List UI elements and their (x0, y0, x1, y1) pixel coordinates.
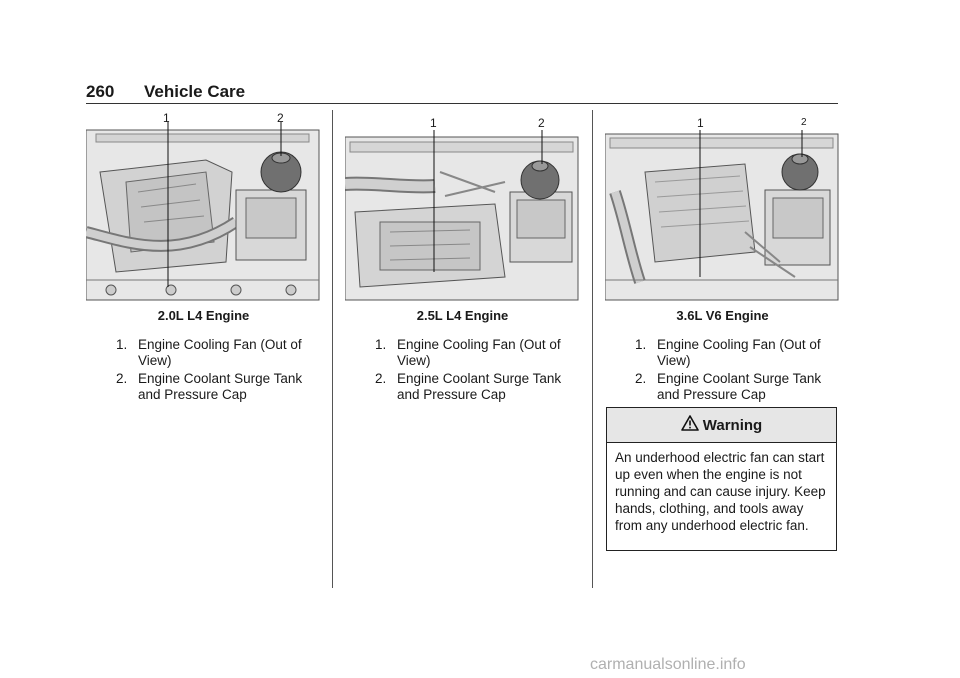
list-item (345, 371, 580, 403)
figure-caption: 3.6L V6 Engine (676, 308, 769, 323)
callout-1: 1 (430, 116, 437, 130)
item-text: Engine Coolant Surge Tank and Pressure Cap (138, 371, 303, 402)
warning-body: An underhood electric fan can start up even when the engine is not running and can cause injury. Keep hands, clothing, and tools away from any underhood electric fan. (615, 450, 826, 533)
item-number: 1. (116, 337, 128, 352)
figure-caption: 2.0L L4 Engine (157, 308, 250, 323)
watermark: carmanualsonline.info (590, 656, 746, 673)
list-item (86, 337, 321, 369)
engine-column-2-0l (86, 112, 321, 405)
item-number: 2. (635, 371, 647, 386)
warning-triangle-icon (681, 415, 703, 435)
item-text: Engine Cooling Fan (Out of View) (657, 337, 821, 368)
warning-header (607, 408, 836, 443)
engine-bay-drawing (605, 112, 840, 302)
engine-bay-drawing (86, 112, 321, 302)
warning-box (606, 407, 837, 551)
item-text: Engine Coolant Surge Tank and Pressure Cap (657, 371, 822, 402)
engine-illustration-3-6l (605, 112, 840, 302)
callout-2: 2 (277, 111, 284, 125)
page-number: 260 (86, 82, 115, 101)
item-number: 2. (375, 371, 387, 386)
item-text: Engine Cooling Fan (Out of View) (138, 337, 302, 368)
list-item (605, 337, 840, 369)
engine-illustration-2-5l (345, 112, 580, 302)
callout-2: 2 (538, 116, 545, 130)
item-number: 1. (375, 337, 387, 352)
component-list (605, 337, 840, 403)
engine-column-2-5l (345, 112, 580, 405)
engine-column-3-6l (605, 112, 840, 405)
engine-illustration-2-0l (86, 112, 321, 302)
warning-title: Warning (702, 416, 763, 434)
column-divider (332, 110, 333, 588)
component-list (345, 337, 580, 403)
item-text: Engine Coolant Surge Tank and Pressure Cap (397, 371, 562, 402)
component-list (86, 337, 321, 403)
column-divider (592, 110, 593, 588)
item-number: 1. (635, 337, 647, 352)
list-item (86, 371, 321, 403)
figure-caption: 2.5L L4 Engine (416, 308, 509, 323)
section-title: Vehicle Care (144, 82, 246, 101)
list-item (345, 337, 580, 369)
callout-1: 1 (697, 116, 704, 130)
header-rule (86, 103, 838, 104)
page-header (86, 82, 245, 102)
item-number: 2. (116, 371, 128, 386)
engine-bay-drawing (345, 112, 580, 302)
callout-2: 2 (801, 117, 807, 128)
list-item (605, 371, 840, 403)
item-text: Engine Cooling Fan (Out of View) (397, 337, 561, 368)
callout-1: 1 (163, 111, 170, 125)
